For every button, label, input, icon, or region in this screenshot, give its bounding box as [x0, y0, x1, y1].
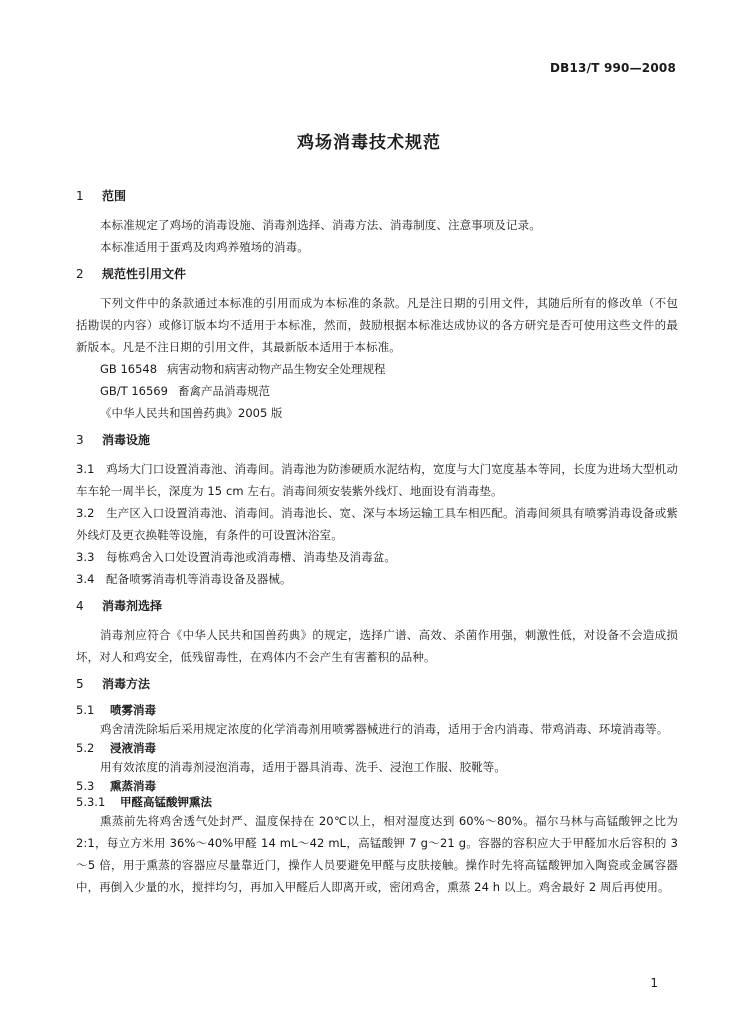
- section-5-3-1-heading: 5.3.1 甲醛高锰酸钾熏法: [76, 795, 212, 809]
- section-5-1-heading: 5.1 喷雾消毒: [76, 703, 156, 717]
- section-5-2-heading: 5.2 浸液消毒: [76, 741, 156, 755]
- doc-code: DB13/T 990—2008: [550, 61, 676, 75]
- page-title: 鸡场消毒技术规范: [297, 133, 441, 153]
- section-3-heading: 3 消毒设施: [76, 433, 151, 447]
- section-5-3-heading: 5.3 熏蒸消毒: [76, 779, 156, 793]
- section-1-para-2: 本标准适用于蛋鸡及肉鸡养殖场的消毒。: [100, 240, 309, 254]
- section-5-heading: 5 消毒方法: [76, 677, 151, 691]
- reference-2: GB/T 16569 畜禽产品消毒规范: [100, 384, 270, 398]
- section-2-para: 下列文件中的条款通过本标准的引用而成为本标准的条款。凡是注日期的引用文件，其随后所有的修改单（不包括勘误的内容）或修订版本均不适用于本标准，然而，鼓励根据本标准达成协议的各方研究是否可使用这些文件的最新版本。凡是不注日期的引用文件，其最新版本适用于本标准。: [76, 296, 678, 354]
- section-5-2-para: 用有效浓度的消毒剂浸泡消毒，适用于器具消毒、洗手、浸泡工作服、胶靴等。: [100, 760, 506, 774]
- item-3-1: 3.1 鸡场大门口设置消毒池、消毒间。消毒池为防渗硬质水泥结构，宽度与大门宽度基本等同，长度为进场大型机动车车轮一周半长，深度为 15 cm 左右。消毒间须安装紫外线灯、地面设有消毒垫。: [76, 462, 678, 498]
- document-body: [76, 188, 678, 898]
- item-3-4: 3.4 配备喷雾消毒机等消毒设备及器械。: [76, 572, 292, 586]
- reference-3: 《中华人民共和国兽药典》2005 版: [100, 406, 283, 420]
- section-1-para-1: 本标准规定了鸡场的消毒设施、消毒剂选择、消毒方法、消毒制度、注意事项及记录。: [100, 218, 541, 232]
- section-4-heading: 4 消毒剂选择: [76, 599, 163, 613]
- reference-1: GB 16548 病害动物和病害动物产品生物安全处理规程: [100, 362, 386, 376]
- section-4-para: 消毒剂应符合《中华人民共和国兽药典》的规定，选择广谱、高效、杀菌作用强，刺激性低，对设备不会造成损坏，对人和鸡安全，低残留毒性，在鸡体内不会产生有害蓄积的品种。: [76, 628, 678, 664]
- item-3-2: 3.2 生产区入口设置消毒池、消毒间。消毒池长、宽、深与本场运输工具车相匹配。消毒间须具有喷雾消毒设备或紫外线灯及更衣换鞋等设施，有条件的可设置沐浴室。: [76, 506, 678, 542]
- item-3-3: 3.3 每栋鸡舍入口处设置消毒池或消毒槽、消毒垫及消毒盆。: [76, 550, 396, 564]
- section-2-heading: 2 规范性引用文件: [76, 267, 187, 281]
- section-5-3-1-para: 熏蒸前先将鸡舍透气处封严、温度保持在 20℃以上，相对湿度达到 60%～80%。福尔马林与高锰酸钾之比为 2:1，每立方米用 36%～40%甲醛 14 mL～42 mL，高锰酸钾 7 g～21 g。容器的容积应大于甲醛加水后容积的 3～5 倍，用于熏蒸的容器应尽量靠近门，操作人员要避免甲醛与皮肤接触。操作时先将高锰酸钾加入陶瓷或金属容器中，再倒入少量的水，搅拌均匀，再加入甲醛后人即离开或，密闭鸡舍，熏蒸 24 h 以上。鸡舍最好 2 周后再使用。: [76, 814, 678, 894]
- section-5-1-para: 鸡舍清洗除垢后采用规定浓度的化学消毒剂用喷雾器械进行的消毒，适用于舍内消毒、带鸡消毒、环境消毒等。: [100, 722, 669, 736]
- section-1-heading: 1 范围: [76, 189, 127, 203]
- page-number: 1: [650, 976, 658, 990]
